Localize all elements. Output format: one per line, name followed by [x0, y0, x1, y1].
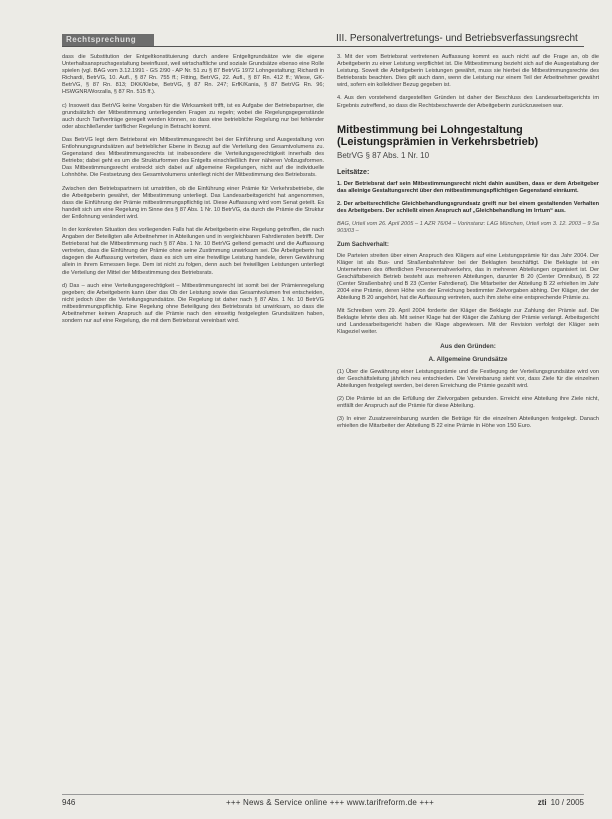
section-tag: Rechtsprechung	[62, 34, 154, 46]
leitsatz-2: 2. Der arbeitsrechtliche Gleichbehandlungsgrundsatz greift nur bei einem gestaltenden Verhalten des Arbeitgebers. Der schließt einen Anspruch auf „Gleichbehandlung im Irrtum“ aus.	[337, 201, 599, 215]
header-rule	[62, 46, 584, 47]
footer-service-link[interactable]: +++ News & Service online +++ www.tarifreform.de +++	[226, 798, 435, 807]
grounds-sublabel: A. Allgemeine Grundsätze	[428, 355, 508, 363]
footer-issue	[538, 798, 584, 807]
page-number: 946	[62, 798, 76, 807]
left-paragraph-1: dass die Substitution der Entgeltkonstituierung durch andere Entgeltgrundsätze wie die eigene Unterhaltsanspruchsgestaltung beeinflusst, weil wirtschaftliche und soziale Grundsätze ebenso eine Rolle spielen (vgl. BAG vom 3.12.1991 - GS 2/90 - AP Nr. 51 zu § 87 BetrVG 1972 Lohngestaltung; Richardi in Richardi, BetrVG, 10. Aufl., § 87 Rn. 755 ff.; Fitting, BetrVG, 22. Aufl., § 87 Rn. 412 ff.; Wiese, GK-BetrVG, § 87 Rn. 813; DKK/Klebe, BetrVG, § 87 Rn. 247; ErfK/Kania, § 87 BetrVG Rn. 96; HSWGNR/Worzalla, § 87 Rn. 515 ff.).	[62, 54, 324, 96]
right-paragraph-2: 4. Aus den vorstehend dargestellten Gründen ist daher der Beschluss des Landesarbeitsgerichts im Ergebnis zutreffend, so dass die Rechtsbeschwerde der Arbeitgeberin zurückzuweisen war.	[337, 95, 599, 109]
facts-label: Zum Sachverhalt:	[337, 241, 389, 249]
left-paragraph-3: Das BetrVG legt dem Betriebsrat ein Mitbestimmungsrecht bei der Einführung und Ausgestaltung von Entlohnungsgrundsätzen auf betrieblicher Ebene in Bezug auf die Verteilung des Gesamtvolumens zu. Gegenstand des Mitbestimmungsrechts ist insbesondere die Verteilungsgerechtigkeit innerhalb des Betriebs; dabei geht es um die Strukturformen des Entgelts einschließlich ihrer näheren Vollzugsformen. Das Mitbestimmungsrecht erstreckt sich dabei auf allgemeine Regelungen, nicht auf die individuelle Lohnhöhe. Die Festsetzung des Gesamtvolumens unterliegt nicht der Mitbestimmung des Betriebsrats.	[62, 136, 324, 179]
grounds-label: Aus den Gründen:	[440, 342, 496, 350]
leitsatz-1: 1. Der Betriebsrat darf sein Mitbestimmungsrecht nicht dahin ausüben, dass er dem Arbeitgeber das alleinige Gestaltungsrecht über den mitbestimmungspflichtigen Gegenstand einräumt.	[337, 180, 599, 194]
case-citation: BAG, Urteil vom 26. April 2005 – 1 AZR 76/04 – Vorinstanz: LAG München, Urteil vom 3. 12. 2003 – 9 Sa 903/03 –	[337, 221, 599, 235]
grounds-paragraph-1: (1) Über die Gewährung einer Leistungsprämie und die Festlegung der Verteilungsgrundsätze wird von der Geschäftsleitung jährlich neu entschieden. Die Vereinbarung sieht vor, dass Ziele für die einzelnen Abteilungen festgelegt werden, bei deren Erreichung die Prämie gezahlt wird.	[337, 368, 599, 389]
page-footer	[62, 794, 584, 809]
case-reference: BetrVG § 87 Abs. 1 Nr. 10	[337, 150, 430, 160]
grounds-paragraph-2: (2) Die Prämie ist an die Erfüllung der Zielvorgaben gebunden. Erreicht eine Abteilung ihre Ziele nicht, entfällt der Anspruch auf die Prämie für diese Abteilung.	[337, 396, 599, 410]
left-paragraph-5: In der konkreten Situation des vorliegenden Falls hat die Arbeitgeberin eine Regelung getroffen, die nach Angaben der Beteiligten alle Arbeitnehmer in Abteilungen und in vergleichbaren Fahrdiensten betrifft. Der Betriebsrat hat die Mitbestimmung nach § 87 Abs. 1 Nr. 10 BetrVG geltend gemacht und die Auffassung vertreten, dass die Einführung der Prämie ohne seine Zustimmung unwirksam sei. Die Arbeitgeberin hat dagegen die Auffassung vertreten, dass es sich um eine freiwillige Leistung handele, deren Gewährung allein in ihrem Ermessen liege. Dem ist nicht zu folgen, denn auch bei freiwilligen Leistungen unterliegt die Verteilung der Mittel der Mitbestimmung des Betriebsrats.	[62, 226, 324, 276]
issue-number: 10 / 2005	[550, 798, 584, 807]
right-column	[337, 54, 599, 436]
grounds-paragraph-3: (3) In einer Zusatzvereinbarung wurden die Beträge für die einzelnen Abteilungen festgelegt. Danach erhielten die Mitarbeiter der Abteilung B 22 eine Prämie in Höhe von 150 Euro.	[337, 416, 599, 430]
left-paragraph-6: d) Das – auch eine Verteilungsgerechtigkeit – Mitbestimmungsrecht ist somit bei der Prämienregelung gegeben; die Arbeitgeberin kann über das Ob der Leistung sowie das Gesamtvolumen frei entscheiden, nicht jedoch über die Verteilungsgrundsätze. Die Regelung ist daher nach § 87 Abs. 1 Nr. 10 BetrVG mitbestimmungspflichtig. Eine Regelung ohne Beteiligung des Betriebsrats ist unwirksam, so dass die Arbeitnehmer keinen Anspruch auf die Prämie nach den einseitig festgelegten Grundsätzen haben, sondern nur auf eine Regelung, die mit dem Betriebsrat vereinbart wird.	[62, 282, 324, 325]
left-column	[62, 54, 324, 331]
facts-paragraph-1: Die Parteien streiten über einen Anspruch des Klägers auf eine Leistungsprämie für das Jahr 2004. Der Kläger ist als Bus- und Straßenbahnfahrer bei der Beklagten beschäftigt. Die Beklagte ist ein Unternehmen des öffentlichen Personennahverkehrs, das in mehreren Abteilungen organisiert ist. Der Geschäftsbereich Betrieb besteht aus mehreren Abteilungen, darunter B 20 (Center Omnibus), B 22 (Center Straßenbahn) und B 23 (Center Fahrdienst). Die Mitarbeiter der Abteilung B 22 erhielten im Jahr 2004 eine Prämie, deren Höhe von der Erreichung bestimmter Zielvorgaben abhing. Der Kläger, der der Abteilung B 20 angehört, hat die Auffassung vertreten, auch ihm stehe eine entsprechende Prämie zu.	[337, 252, 599, 302]
journal-brand: zti	[537, 798, 547, 807]
facts-paragraph-2: Mit Schreiben vom 29. April 2004 forderte der Kläger die Beklagte zur Zahlung der Prämie auf. Die Beklagte lehnte dies ab. Mit seiner Klage hat der Kläger die Zahlung der Prämie verlangt. Arbeitsgericht und Landesarbeitsgericht haben die Klage abgewiesen. Mit der Revision verfolgt der Kläger sein Klageziel weiter.	[337, 308, 599, 336]
page-header-title: III. Personalvertretungs- und Betriebsverfassungsrecht	[336, 33, 578, 44]
right-paragraph-1: 3. Mit der vom Betriebsrat vertretenen Auffassung kommt es auch nicht auf die Frage an, ob die Arbeitgeberin zu einer Leistung verpflichtet ist. Die Mitbestimmung bezieht sich auf die Ausgestaltung der Leistung. Soweit die Arbeitgeberin Leistungen gewährt, muss sie hierbei die Mitbestimmungsrechte des Betriebsrats beachten. Dies gilt auch dann, wenn die Leistung nur einem Teil der Arbeitnehmer gewährt wird, sofern ein kollektiver Bezug gegeben ist.	[337, 54, 599, 89]
left-paragraph-2: c) Insoweit das BetrVG keine Vorgaben für die Wirksamkeit trifft, ist es Aufgabe der Betriebspartner, die grundsätzlich der Mitbestimmung unterliegenden Fragen zu regeln; wobei die Regelungsgegenstände auch durch Tarifverträge geregelt werden können, so dass eine betriebliche Regelung nur bei fehlender oder abschließender tariflicher Regelung in Betracht kommt.	[62, 102, 324, 130]
case-title: Mitbestimmung bei Lohngestaltung (Leistungsprämien in Verkehrsbetrieb)	[337, 123, 539, 149]
left-paragraph-4: Zwischen den Betriebspartnern ist umstritten, ob die Einführung einer Prämie für Verkehrsbetriebe, die die Arbeitgeberin gewährt, der Mitbestimmung unterliegt. Das Landesarbeitsgericht hat angenommen, dass die Einführung der Prämie mitbestimmungspflichtig ist. Diese Auffassung wird vom Senat geteilt. Es handelt sich um eine Regelung im Sinne des § 87 Abs. 1 Nr. 10 BetrVG, da durch die Prämie die Struktur der Entlohnung verändert wird.	[62, 185, 324, 220]
leitsaetze-label: Leitsätze:	[337, 168, 370, 176]
